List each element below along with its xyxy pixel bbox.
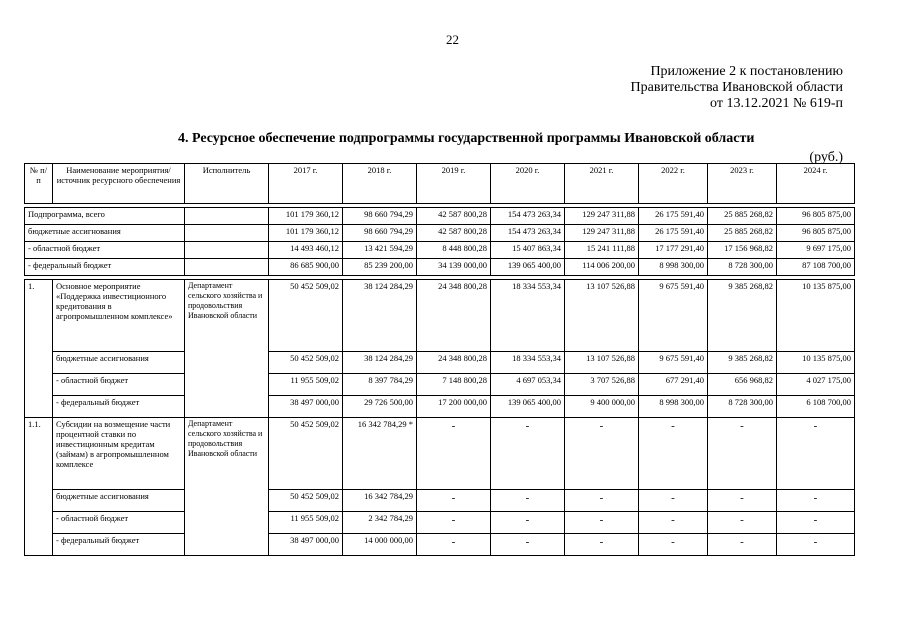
section-subrow xyxy=(25,374,855,396)
value-cell: 17 200 000,00 xyxy=(417,396,491,418)
column-header: 2018 г. xyxy=(343,164,417,204)
value-cell: 10 135 875,00 xyxy=(777,352,855,374)
value-cell: - xyxy=(639,490,708,512)
resource-table xyxy=(24,163,855,556)
value-cell: - xyxy=(417,512,491,534)
value-cell: 25 885 268,82 xyxy=(708,208,777,225)
value-cell: - xyxy=(708,490,777,512)
column-header: 2021 г. xyxy=(565,164,639,204)
value-cell: 8 998 300,00 xyxy=(639,259,708,276)
section-subrow xyxy=(25,352,855,374)
section-subrow xyxy=(25,490,855,512)
executor-cell: Департамент сельского хозяйства и продовольствия Ивановской области xyxy=(185,418,269,556)
column-header: 2020 г. xyxy=(491,164,565,204)
section-row xyxy=(25,418,855,490)
value-cell: - xyxy=(777,490,855,512)
appendix-line: Приложение 2 к постановлению xyxy=(650,64,843,79)
value-cell: 9 697 175,00 xyxy=(777,242,855,259)
value-cell: 87 108 700,00 xyxy=(777,259,855,276)
value-cell: - xyxy=(708,418,777,490)
row-label: - федеральный бюджет xyxy=(53,396,185,418)
value-cell: 15 241 111,88 xyxy=(565,242,639,259)
appendix-line: от 13.12.2021 № 619-п xyxy=(710,96,843,111)
appendix-line: Правительства Ивановской области xyxy=(630,80,843,95)
value-cell: 96 805 875,00 xyxy=(777,225,855,242)
value-cell: 4 697 053,34 xyxy=(491,374,565,396)
value-cell: 8 728 300,00 xyxy=(708,396,777,418)
column-header: 2017 г. xyxy=(269,164,343,204)
value-cell: - xyxy=(639,534,708,556)
value-cell: 50 452 509,02 xyxy=(269,418,343,490)
value-cell: 9 385 268,82 xyxy=(708,352,777,374)
value-cell: 42 587 800,28 xyxy=(417,225,491,242)
value-cell: 38 497 000,00 xyxy=(269,396,343,418)
row-number: 1. xyxy=(25,280,53,418)
value-cell: 16 342 784,29 xyxy=(343,490,417,512)
value-cell: 14 493 460,12 xyxy=(269,242,343,259)
value-cell: - xyxy=(491,534,565,556)
value-cell: - xyxy=(639,512,708,534)
value-cell: 8 397 784,29 xyxy=(343,374,417,396)
row-label: бюджетные ассигнования xyxy=(53,352,185,374)
value-cell: 677 291,40 xyxy=(639,374,708,396)
value-cell: 25 885 268,82 xyxy=(708,225,777,242)
value-cell: 14 000 000,00 xyxy=(343,534,417,556)
row-label: Подпрограмма, всего xyxy=(25,208,185,225)
value-cell: 9 675 591,40 xyxy=(639,280,708,352)
value-cell: 11 955 509,02 xyxy=(269,374,343,396)
value-cell: 98 660 794,29 xyxy=(343,208,417,225)
measure-name: Основное мероприятие «Поддержка инвестиционного кредитования в агропромышленном комплексе» xyxy=(53,280,185,352)
value-cell: 34 139 000,00 xyxy=(417,259,491,276)
value-cell: 13 421 594,29 xyxy=(343,242,417,259)
summary-row xyxy=(25,259,855,276)
value-cell: 114 006 200,00 xyxy=(565,259,639,276)
value-cell: 9 400 000,00 xyxy=(565,396,639,418)
column-header: Исполнитель xyxy=(185,164,269,204)
value-cell: - xyxy=(777,418,855,490)
column-header: 2019 г. xyxy=(417,164,491,204)
row-label: - областной бюджет xyxy=(53,374,185,396)
row-label: - областной бюджет xyxy=(53,512,185,534)
value-cell: - xyxy=(777,512,855,534)
value-cell: 16 342 784,29 * xyxy=(343,418,417,490)
value-cell: 13 107 526,88 xyxy=(565,280,639,352)
value-cell: 15 407 863,34 xyxy=(491,242,565,259)
value-cell: - xyxy=(417,418,491,490)
value-cell: 101 179 360,12 xyxy=(269,208,343,225)
value-cell: - xyxy=(777,534,855,556)
value-cell: 50 452 509,02 xyxy=(269,352,343,374)
section-subrow xyxy=(25,534,855,556)
value-cell: - xyxy=(565,490,639,512)
row-label: бюджетные ассигнования xyxy=(53,490,185,512)
value-cell: 17 156 968,82 xyxy=(708,242,777,259)
value-cell: - xyxy=(565,418,639,490)
value-cell: 17 177 291,40 xyxy=(639,242,708,259)
value-cell: 6 108 700,00 xyxy=(777,396,855,418)
value-cell: 2 342 784,29 xyxy=(343,512,417,534)
value-cell: 7 148 800,28 xyxy=(417,374,491,396)
value-cell: 38 497 000,00 xyxy=(269,534,343,556)
value-cell: 8 728 300,00 xyxy=(708,259,777,276)
row-number: 1.1. xyxy=(25,418,53,556)
value-cell: 101 179 360,12 xyxy=(269,225,343,242)
value-cell: 8 448 800,28 xyxy=(417,242,491,259)
column-header: 2024 г. xyxy=(777,164,855,204)
value-cell: 26 175 591,40 xyxy=(639,225,708,242)
row-label: - областной бюджет xyxy=(25,242,185,259)
value-cell: 29 726 500,00 xyxy=(343,396,417,418)
value-cell: 129 247 311,88 xyxy=(565,208,639,225)
value-cell: 26 175 591,40 xyxy=(639,208,708,225)
value-cell: 129 247 311,88 xyxy=(565,225,639,242)
summary-row xyxy=(25,242,855,259)
value-cell: 9 675 591,40 xyxy=(639,352,708,374)
value-cell: 18 334 553,34 xyxy=(491,280,565,352)
column-header: 2022 г. xyxy=(639,164,708,204)
value-cell: 8 998 300,00 xyxy=(639,396,708,418)
value-cell: 13 107 526,88 xyxy=(565,352,639,374)
value-cell: 656 968,82 xyxy=(708,374,777,396)
value-cell: - xyxy=(639,418,708,490)
value-cell: 24 348 800,28 xyxy=(417,352,491,374)
value-cell: 154 473 263,34 xyxy=(491,208,565,225)
value-cell: 139 065 400,00 xyxy=(491,396,565,418)
header-row xyxy=(25,164,855,204)
executor-cell xyxy=(185,259,269,276)
value-cell: 38 124 284,29 xyxy=(343,280,417,352)
document-title: 4. Ресурсное обеспечение подпрограммы государственной программы Ивановской области xyxy=(178,131,755,146)
value-cell: 10 135 875,00 xyxy=(777,280,855,352)
value-cell: 24 348 800,28 xyxy=(417,280,491,352)
value-cell: - xyxy=(417,490,491,512)
value-cell: 85 239 200,00 xyxy=(343,259,417,276)
value-cell: - xyxy=(565,512,639,534)
value-cell: 98 660 794,29 xyxy=(343,225,417,242)
row-label: бюджетные ассигнования xyxy=(25,225,185,242)
value-cell: - xyxy=(708,534,777,556)
value-cell: 86 685 900,00 xyxy=(269,259,343,276)
value-cell: 11 955 509,02 xyxy=(269,512,343,534)
executor-cell: Департамент сельского хозяйства и продовольствия Ивановской области xyxy=(185,280,269,418)
value-cell: - xyxy=(417,534,491,556)
summary-row xyxy=(25,225,855,242)
row-label: - федеральный бюджет xyxy=(53,534,185,556)
value-cell: 50 452 509,02 xyxy=(269,280,343,352)
value-cell: - xyxy=(491,490,565,512)
row-label: - федеральный бюджет xyxy=(25,259,185,276)
value-cell: 96 805 875,00 xyxy=(777,208,855,225)
value-cell: 18 334 553,34 xyxy=(491,352,565,374)
column-header: Наименование мероприятия/источник ресурсного обеспечения xyxy=(53,164,185,204)
section-subrow xyxy=(25,512,855,534)
value-cell: 38 124 284,29 xyxy=(343,352,417,374)
appendix-note xyxy=(631,64,843,112)
value-cell: 139 065 400,00 xyxy=(491,259,565,276)
value-cell: 50 452 509,02 xyxy=(269,490,343,512)
executor-cell xyxy=(185,225,269,242)
unit-label: (руб.) xyxy=(809,150,843,165)
value-cell: - xyxy=(491,418,565,490)
executor-cell xyxy=(185,208,269,225)
value-cell: 154 473 263,34 xyxy=(491,225,565,242)
value-cell: - xyxy=(565,534,639,556)
value-cell: 3 707 526,88 xyxy=(565,374,639,396)
value-cell: 42 587 800,28 xyxy=(417,208,491,225)
value-cell: - xyxy=(491,512,565,534)
column-header: № п/п xyxy=(25,164,53,204)
section-subrow xyxy=(25,396,855,418)
executor-cell xyxy=(185,242,269,259)
summary-row xyxy=(25,208,855,225)
value-cell: - xyxy=(708,512,777,534)
column-header: 2023 г. xyxy=(708,164,777,204)
value-cell: 9 385 268,82 xyxy=(708,280,777,352)
section-row xyxy=(25,280,855,352)
page-number: 22 xyxy=(446,32,459,47)
measure-name: Субсидии на возмещение части процентной ставки по инвестиционным кредитам (займам) в агропромышленном комплексе xyxy=(53,418,185,490)
value-cell: 4 027 175,00 xyxy=(777,374,855,396)
